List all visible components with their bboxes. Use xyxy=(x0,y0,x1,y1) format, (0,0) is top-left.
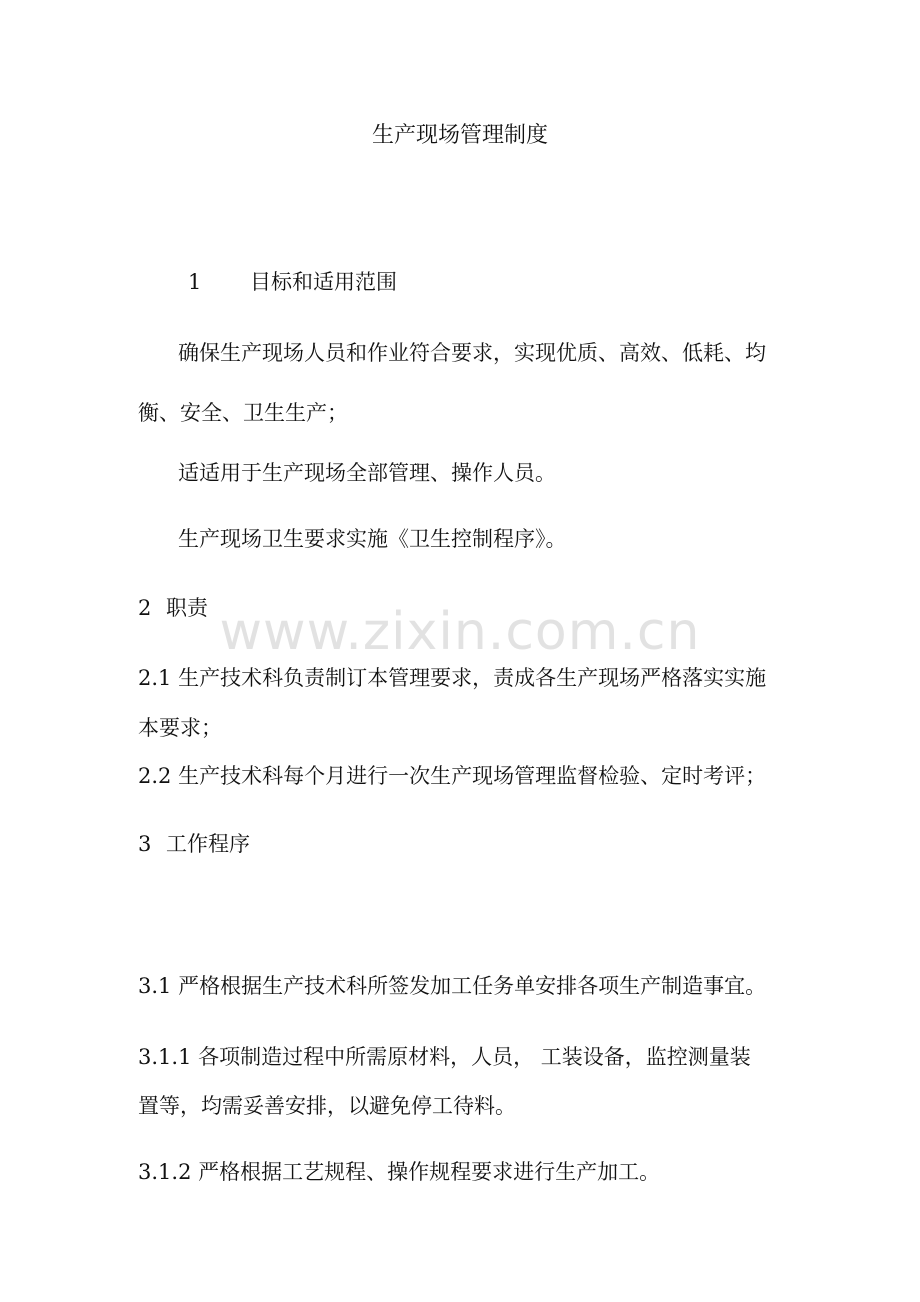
section-1-number: 1 xyxy=(188,270,202,294)
section-1-paragraph-1-line-2: 衡、安全、卫生生产； xyxy=(138,401,348,425)
section-2-item-2: 2.2 生产技术科每个月进行一次生产现场管理监督检验、定时考评； xyxy=(138,764,767,788)
section-3-heading: 工作程序 xyxy=(166,832,250,856)
section-1-paragraph-1-line-1: 确保生产现场人员和作业符合要求，实现优质、高效、低耗、均 xyxy=(178,341,766,365)
section-3-item-3-1: 3.1 严格根据生产技术科所签发加工任务单安排各项生产制造事宜。 xyxy=(138,974,767,998)
section-2-item-1-line-1: 2.1 生产技术科负责制订本管理要求，责成各生产现场严格落实实施 xyxy=(138,666,767,690)
watermark: www.zixin.com.cn xyxy=(219,602,701,662)
section-3-number: 3 xyxy=(138,832,152,856)
section-3-item-3-1-1-line-2: 置等，均需妥善安排，以避免停工待料。 xyxy=(138,1094,516,1118)
section-1-paragraph-3: 生产现场卫生要求实施《卫生控制程序》。 xyxy=(178,527,567,551)
section-1-paragraph-2: 适适用于生产现场全部管理、操作人员。 xyxy=(178,461,556,485)
section-3-item-3-1-1-line-1: 3.1.1 各项制造过程中所需原材料，人员， 工装设备，监控测量装 xyxy=(138,1045,751,1069)
section-2-item-1-line-2: 本要求； xyxy=(138,716,222,740)
section-2-number: 2 xyxy=(138,596,152,620)
section-3-item-3-1-2: 3.1.2 严格根据工艺规程、操作规程要求进行生产加工。 xyxy=(138,1160,661,1184)
section-1-heading: 目标和适用范围 xyxy=(250,270,397,294)
section-2-heading: 职责 xyxy=(166,596,208,620)
document-title: 生产现场管理制度 xyxy=(371,123,548,148)
